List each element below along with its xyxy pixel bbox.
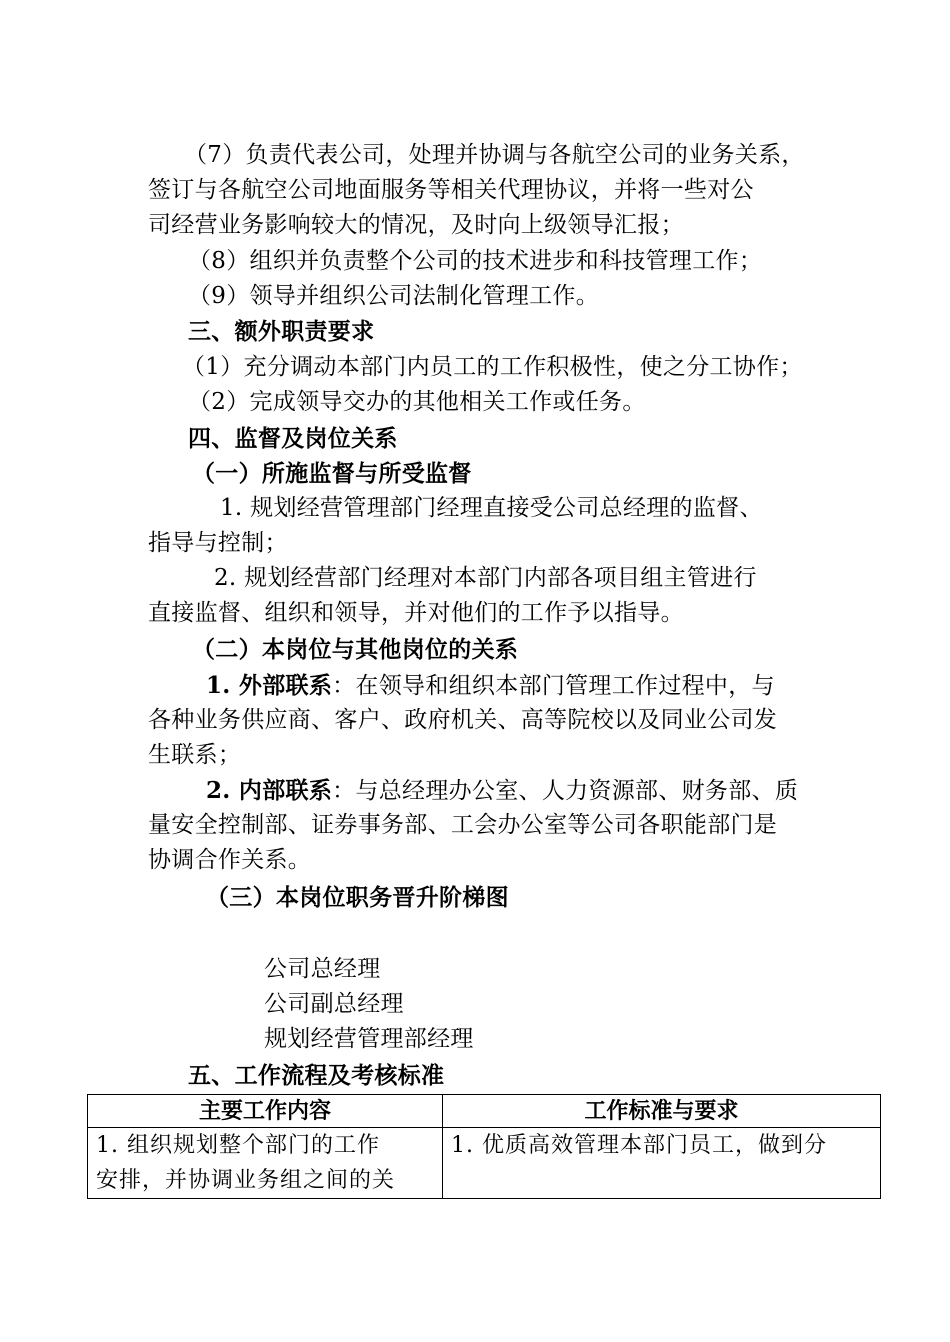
internal-contact-text: ：与总经理办公室、人力资源部、财务部、质 (332, 778, 799, 804)
section4-sub2-heading: （二）本岗位与其他岗位的关系 (192, 636, 519, 663)
external-contact-line1 (206, 668, 896, 704)
work-standards-table (87, 1094, 881, 1199)
table-cell-work (88, 1128, 443, 1199)
external-contact-text: ：在领导和组织本部门管理工作过程中，与 (332, 673, 775, 699)
external-contact-line3: 生联系； (148, 742, 242, 768)
external-contact-label: 1. 外部联系 (206, 672, 333, 699)
table-cell-work-line2: 安排，并协调业务组之间的关 (96, 1168, 396, 1193)
section3-item2: （2）完成领导交办的其他相关工作或任务。 (188, 389, 646, 415)
internal-contact-line2: 量安全控制部、证券事务部、工会办公室等公司各职能部门是 (148, 812, 778, 838)
table-cell-standard-line1: 1. 优质高效管理本部门员工，做到分 (451, 1133, 827, 1158)
section4-sub1-heading: （一）所施监督与所受监督 (192, 460, 472, 487)
table-header-standards: 工作标准与要求 (443, 1095, 881, 1128)
sub1-item1-line1: 1. 规划经营管理部门经理直接受公司总经理的监督、 (220, 495, 763, 521)
ladder-step-1: 公司总经理 (264, 956, 381, 982)
table-header-row (88, 1095, 881, 1128)
internal-contact-label: 2. 内部联系 (206, 777, 333, 804)
table-cell-standard (443, 1128, 881, 1199)
ladder-step-3: 规划经营管理部经理 (264, 1026, 474, 1052)
sub1-item2-line1: 2. 规划经营部门经理对本部门内部各项目组主管进行 (214, 565, 757, 591)
internal-contact-line3: 协调合作关系。 (148, 847, 312, 873)
table-cell-work-line1: 1. 组织规划整个部门的工作 (96, 1133, 380, 1158)
external-contact-line2: 各种业务供应商、客户、政府机关、高等院校以及同业公司发 (148, 707, 778, 733)
sub1-item1-line2: 指导与控制； (148, 530, 288, 556)
paragraph-7-line1: （7）负责代表公司，处理并协调与各航空公司的业务关系， (184, 142, 805, 168)
paragraph-7-line3: 司经营业务影响较大的情况，及时向上级领导汇报； (148, 212, 684, 238)
section5-heading: 五、工作流程及考核标准 (188, 1062, 445, 1089)
table-header-main-work: 主要工作内容 (88, 1095, 443, 1128)
paragraph-7-line2: 签订与各航空公司地面服务等相关代理协议，并将一些对公 (148, 177, 754, 203)
section3-item1: （1）充分调动本部门内员工的工作积极性，使之分工协作； (182, 354, 803, 380)
section4-heading: 四、监督及岗位关系 (188, 425, 398, 452)
section3-heading: 三、额外职责要求 (188, 318, 375, 345)
sub1-item2-line2: 直接监督、组织和领导，并对他们的工作予以指导。 (148, 600, 684, 626)
paragraph-8: （8）组织并负责整个公司的技术进步和科技管理工作； (188, 248, 763, 274)
internal-contact-line1 (206, 773, 896, 809)
ladder-step-2: 公司副总经理 (264, 991, 404, 1017)
table-row (88, 1128, 881, 1199)
section4-sub3-heading: （三）本岗位职务晋升阶梯图 (206, 884, 509, 911)
paragraph-9: （9）领导并组织公司法制化管理工作。 (188, 283, 600, 309)
